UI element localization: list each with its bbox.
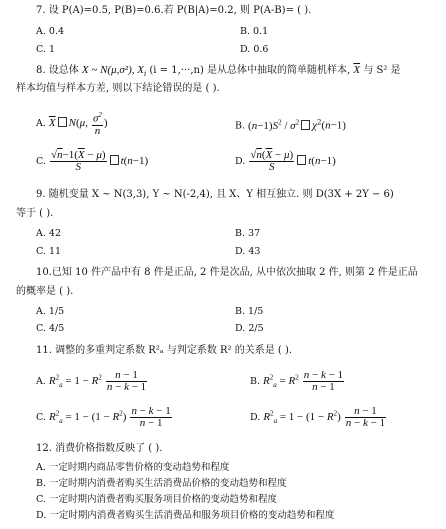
q8-tail-text: 与 S² 是 xyxy=(363,65,401,76)
q11-option-c-label: C. xyxy=(36,412,46,423)
q11-option-d: D. $R^2_a = 1 - (1 - R^2)$ $\frac{n - 1}{n - k - 1}$ xyxy=(250,405,386,429)
q8-mid-text: (i = 1,···,n) 是从总体中抽取的简单随机样本, xyxy=(149,65,351,76)
q10-option-d: D. 2/5 xyxy=(235,323,264,334)
q9-stem-line1: 9. 随机变量 X ~ N(3,3), Y ~ N(-2,4), 且 X、Y 相互独立. 则 D(3X + 2Y − 6) xyxy=(36,189,394,200)
q9-option-d: D. 43 xyxy=(235,246,261,257)
q8-option-a-xbar: $\overline{X}$ xyxy=(48,116,56,129)
q8-xbar: $\overline{X}$ xyxy=(353,64,361,76)
q12-option-d: D. 一定时期内消费者购买生活消费品和服务项目价格的变动趋势和程度 xyxy=(36,510,335,521)
q11-option-c: C. $R^2_a = 1 - (1 - R^2)$ $\frac{n - k - 1}{n - 1}$ xyxy=(36,405,171,429)
q8-option-c-label: C. xyxy=(36,156,46,167)
q12-option-a: A. 一定时期内商品零售价格的变动趋势和程度 xyxy=(36,462,230,473)
q9-option-b: B. 37 xyxy=(235,228,261,239)
q7-option-d: D. 0.6 xyxy=(240,44,269,55)
q9-option-a: A. 42 xyxy=(36,228,61,239)
q8-stem-line2: 样本均值与样本方差, 则以下结论错误的是 ( ). xyxy=(16,83,220,94)
q7-option-a: A. 0.4 xyxy=(36,26,65,37)
q10-option-a: A. 1/5 xyxy=(36,306,65,317)
q10-option-b: B. 1/5 xyxy=(235,306,264,317)
q10-stem-line2: 的概率是 ( ). xyxy=(16,286,74,297)
q12-option-c: C. 一定时期内消费者购买服务项目价格的变动趋势和程度 xyxy=(36,494,277,505)
missing-glyph-icon xyxy=(58,117,67,127)
q10-stem-line1: 10.已知 10 件产品中有 8 件是正品, 2 件是次品, 从中依次抽取 2 件, 则第 2 件是正品 xyxy=(36,267,418,278)
q11-option-a: A. $R^2_a = 1 - R^2$ $\frac{n - 1}{n - k - 1}$ xyxy=(36,369,147,393)
q8-option-b-label: B. xyxy=(235,120,246,132)
q8-prefix: 8. 设总体 xyxy=(36,65,79,76)
q8-option-c: C. $\frac{√n-1(\overline{X} - \mu)}{S}$ t(n−1) xyxy=(36,149,149,173)
q8-option-a: A. $\overline{X}$ N(μ, $\frac{\sigma^2}{n}$ ) xyxy=(36,111,108,137)
q11-option-d-label: D. xyxy=(250,412,261,423)
q7-option-c: C. 1 xyxy=(36,44,56,55)
q7-stem: 7. 设 P(A)=0.5, P(B)=0.6.若 P(B|A)=0.2, 则 P(A-B)= ( ). xyxy=(36,5,312,16)
q10-option-c: C. 4/5 xyxy=(36,323,65,334)
q8-option-a-label: A. xyxy=(36,117,46,129)
q11-option-a-label: A. xyxy=(36,376,46,387)
missing-glyph-icon xyxy=(297,155,306,165)
q9-stem-line2: 等于 ( ). xyxy=(16,208,54,219)
q8-option-b: B. $(n-1)S^2 / \sigma^2$ $\chi^2(n-1)$ xyxy=(235,118,346,132)
q11-option-b: B. $R^2_a = R^2$ $\frac{n - k - 1}{n - 1}$ xyxy=(250,369,344,393)
q9-option-c: C. 11 xyxy=(36,246,62,257)
q12-option-b: B. 一定时期内消费者购买生活消费品价格的变动趋势和程度 xyxy=(36,478,287,489)
missing-glyph-icon xyxy=(301,120,310,130)
q11-option-b-label: B. xyxy=(250,376,261,387)
q8-option-d: D. $\frac{√n(\overline{X} - \mu)}{S}$ t(n−1) xyxy=(235,149,336,173)
q12-stem: 12. 消费价格指数反映了 ( ). xyxy=(36,443,163,454)
q8-option-d-label: D. xyxy=(235,156,246,167)
q8-stem-line1: 8. 设总体 X ~ N(μ,σ²), $X_i$ (i = 1,···,n) 是从总体中抽取的简单随机样本, $\overline{X}$ 与 S² 是 xyxy=(36,64,401,78)
q11-stem: 11. 调整的多重判定系数 R²ₐ 与判定系数 R² 的关系是 ( ). xyxy=(36,345,293,356)
missing-glyph-icon xyxy=(110,155,119,165)
q8-distribution: X ~ N(μ,σ²), X xyxy=(81,64,144,76)
q7-option-b: B. 0.1 xyxy=(240,26,269,37)
